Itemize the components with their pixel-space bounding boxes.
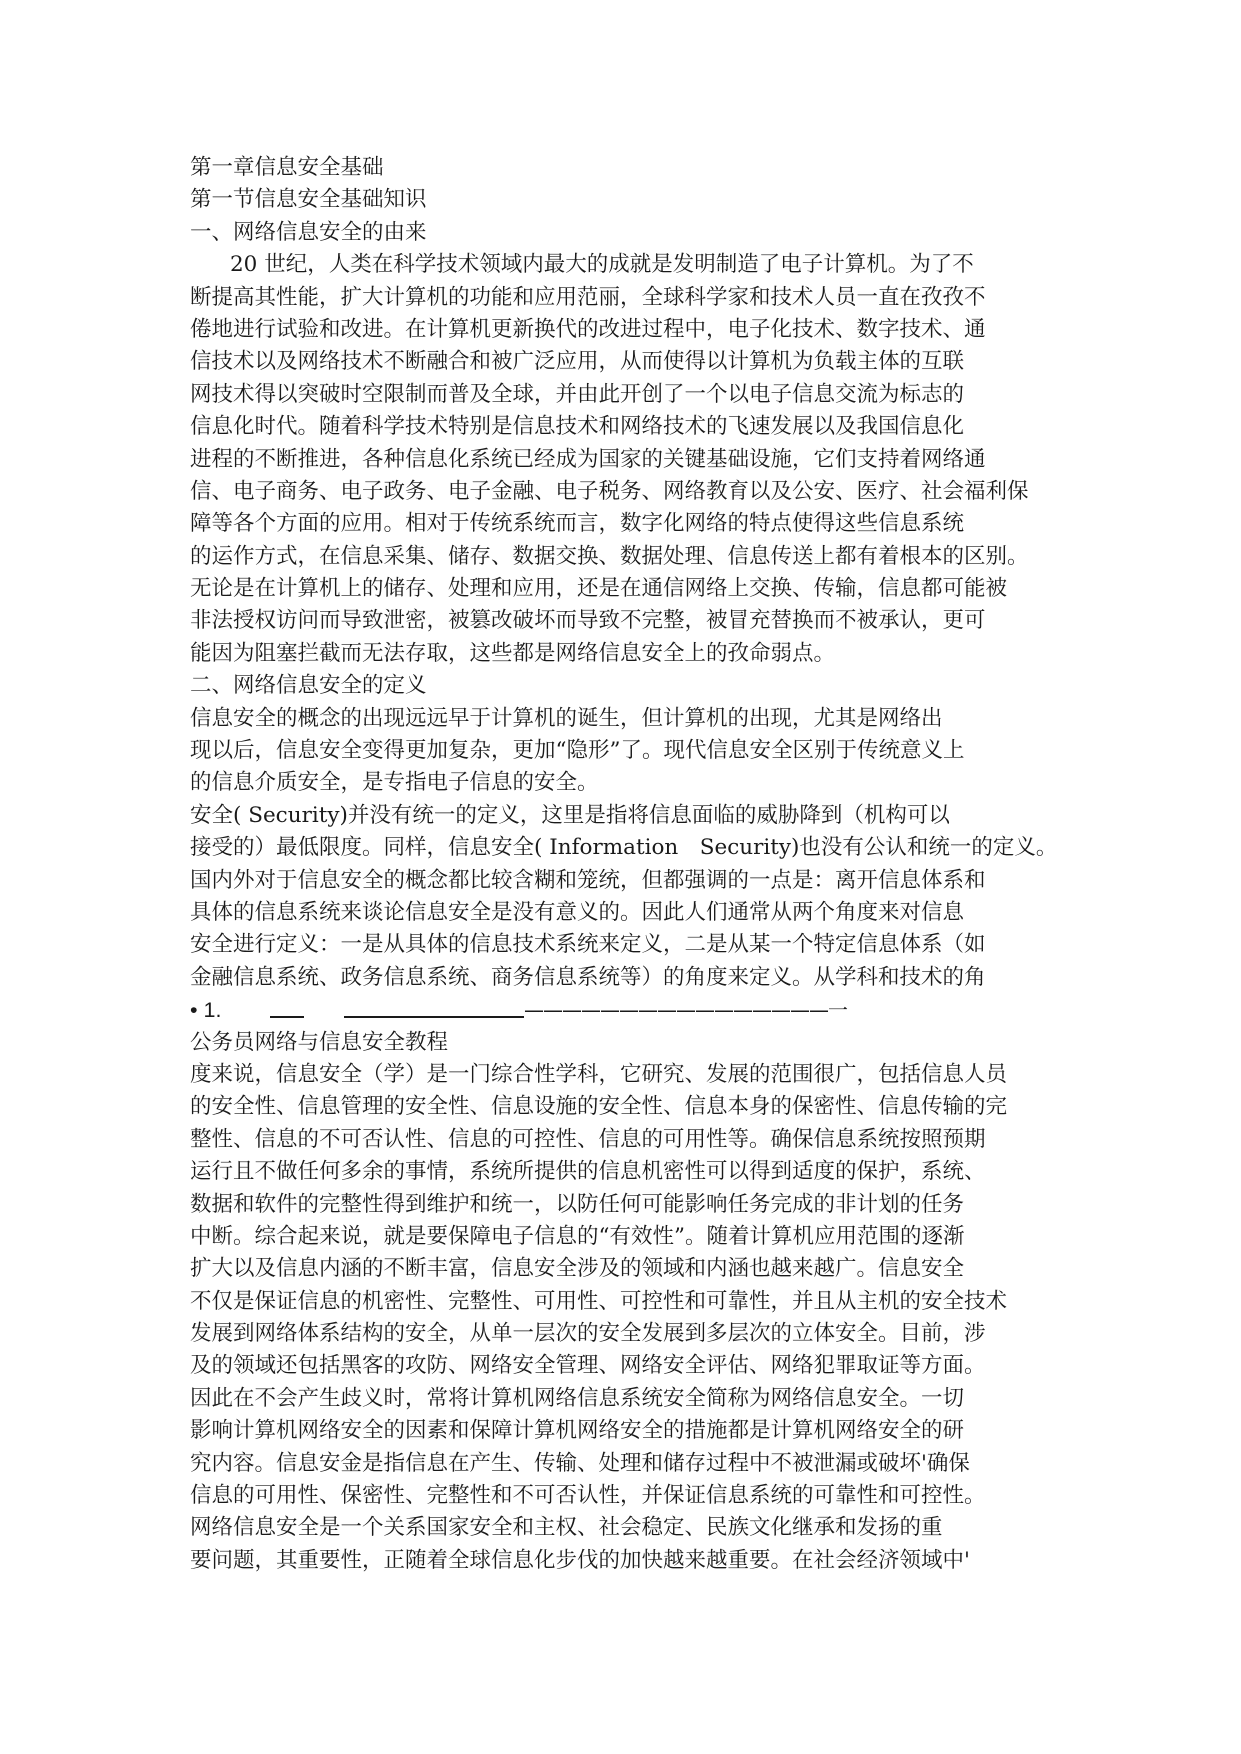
text-line: 一、网络信息安全的由来 (190, 219, 427, 245)
text-line: 二、网络信息安全的定义 (190, 673, 427, 699)
text-line: 信息安全的概念的出现远远早于计算机的诞生，但计算机的出现，尤其是网络出 (190, 705, 943, 731)
text-line: 金融信息系统、政务信息系统、商务信息系统等）的角度来定义。从学科和技术的角 (190, 964, 986, 990)
text-line: 安全( Security)并没有统一的定义，这里是指将信息面临的威胁降到（机构可以 (190, 802, 950, 828)
text-line: 障等各个方面的应用。相对于传统系统而言，数字化网络的特点使得这些信息系统 (190, 511, 965, 537)
text-line: 具体的信息系统来谈论信息安全是没有意义的。因此人们通常从两个角度来对信息 (190, 899, 965, 925)
text-line: 度来说，信息安全（学）是一门综合性学科，它研究、发展的范围很广，包括信息人员 (190, 1061, 1008, 1087)
text-line: 公务员网络与信息安全教程 (190, 1029, 449, 1055)
text-line: 能因为阻塞拦截而无法存取，这些都是网络信息安全上的孜命弱点。 (190, 640, 836, 666)
text-block-bottom (190, 1027, 1070, 1578)
dash-rule: ————————————————一 (524, 998, 847, 1023)
text-line: 因此在不会产生歧义时，常将计算机网络信息系统安全简称为网络信息安全。一切 (190, 1385, 965, 1411)
text-line: 信息化时代。随着科学技术特别是信息技术和网络技术的飞速发展以及我国信息化 (190, 414, 965, 440)
text-line: 的运作方式，在信息采集、储存、数据交换、数据处理、信息传送上都有着根本的区别。 (190, 543, 1029, 569)
text-line: 第一节信息安全基础知识 (190, 187, 427, 213)
underline-short (270, 1002, 304, 1018)
text-line: 的安全性、信息管理的安全性、信息设施的安全性、信息本身的保密性、信息传输的完 (190, 1094, 1008, 1120)
text-line: 及的领域还包括黑客的攻防、网络安全管理、网络安全评估、网络犯罪取证等方面。 (190, 1353, 986, 1379)
text-line: 影响计算机网络安全的因素和保障计算机网络安全的措施都是计算机网络安全的研 (190, 1418, 965, 1444)
text-line: 非法授权访问而导致泄密，被篡改破坏而导致不完整，被冒充替换而不被承认，更可 (190, 608, 986, 634)
text-line: 无论是在计算机上的储存、处理和应用，还是在通信网络上交换、传输，信息都可能被 (190, 576, 1008, 602)
text-line: 究内容。信息安金是指信息在产生、传输、处理和储存过程中不被泄漏或破坏'确保 (190, 1450, 970, 1476)
text-line: 发展到网络体系结构的安全，从单一层次的安全发展到多层次的立体安全。目前，涉 (190, 1321, 986, 1347)
text-line: 数据和软件的完整性得到维护和统一，以防任何可能影响任务完成的非计划的任务 (190, 1191, 965, 1217)
text-line: 断提高其性能，扩大计算机的功能和应用范丽，全球科学家和技术人员一直在孜孜不 (190, 284, 986, 310)
text-line: 不仅是保证信息的机密性、完整性、可用性、可控性和可靠性，并且从主机的安全技术 (190, 1288, 1008, 1314)
page-number: • 1. (190, 998, 222, 1023)
text-line: 安全进行定义：一是从具体的信息技术系统来定义，二是从某一个特定信息体系（如 (190, 932, 986, 958)
text-line: 的信息介质安全，是专指电子信息的安全。 (190, 770, 599, 796)
text-block-top (190, 152, 1070, 994)
text-line: 信息的可用性、保密性、完整性和不可否认性，并保证信息系统的可靠性和可控性。 (190, 1483, 986, 1509)
text-line: 进程的不断推进，各种信息化系统已经成为国家的关键基础设施，它们支持着网络通 (190, 446, 986, 472)
text-line: 国内外对于信息安全的概念都比较含糊和笼统，但都强调的一点是：离开信息体系和 (190, 867, 986, 893)
underline-long (344, 1002, 524, 1018)
text-line: 运行且不做任何多余的事情，系统所提供的信息机密性可以得到适度的保护，系统、 (190, 1159, 986, 1185)
text-line: 现以后，信息安全变得更加复杂，更加“隐形”了。现代信息安全区别于传统意义上 (190, 738, 965, 764)
text-line: 接受的）最低限度。同样，信息安全( Information Security)也没有公认和统一的定义。 (190, 835, 1058, 861)
text-line: 倦地进行试验和改进。在计算机更新换代的改进过程中，电子化技术、数字技术、通 (190, 316, 986, 342)
text-line: 扩大以及信息内涵的不断丰富，信息安全涉及的领域和内涵也越来越广。信息安全 (190, 1256, 965, 1282)
text-line: 中断。综合起来说，就是要保障电子信息的“有效性”。随着计算机应用范围的逐渐 (190, 1223, 965, 1249)
text-line: 第一章信息安全基础 (190, 155, 384, 180)
text-line: 信技术以及网络技术不断融合和被广泛应用，从而使得以计算机为负载主体的互联 (190, 349, 965, 375)
text-line: 网络信息安全是一个关系国家安全和主权、社会稳定、民族文化继承和发扬的重 (190, 1515, 943, 1541)
text-line: 要问题，其重要性，正随着全球信息化步伐的加快越来越重要。在社会经济领域中' (190, 1547, 970, 1573)
text-line: 20 世纪，人类在科学技术领域内最大的成就是发明制造了电子计算机。为了不 (230, 252, 974, 278)
text-line: 网技术得以突破时空限制而普及全球，并由此开创了一个以电子信息交流为标志的 (190, 381, 965, 407)
page-marker (190, 994, 1070, 1026)
text-line: 整性、信息的不可否认性、信息的可控性、信息的可用性等。确保信息系统按照预期 (190, 1126, 986, 1152)
text-line: 信、电子商务、电子政务、电子金融、电子税务、网络教育以及公安、医疗、社会福利保 (190, 478, 1029, 504)
document-page (190, 152, 1070, 1577)
